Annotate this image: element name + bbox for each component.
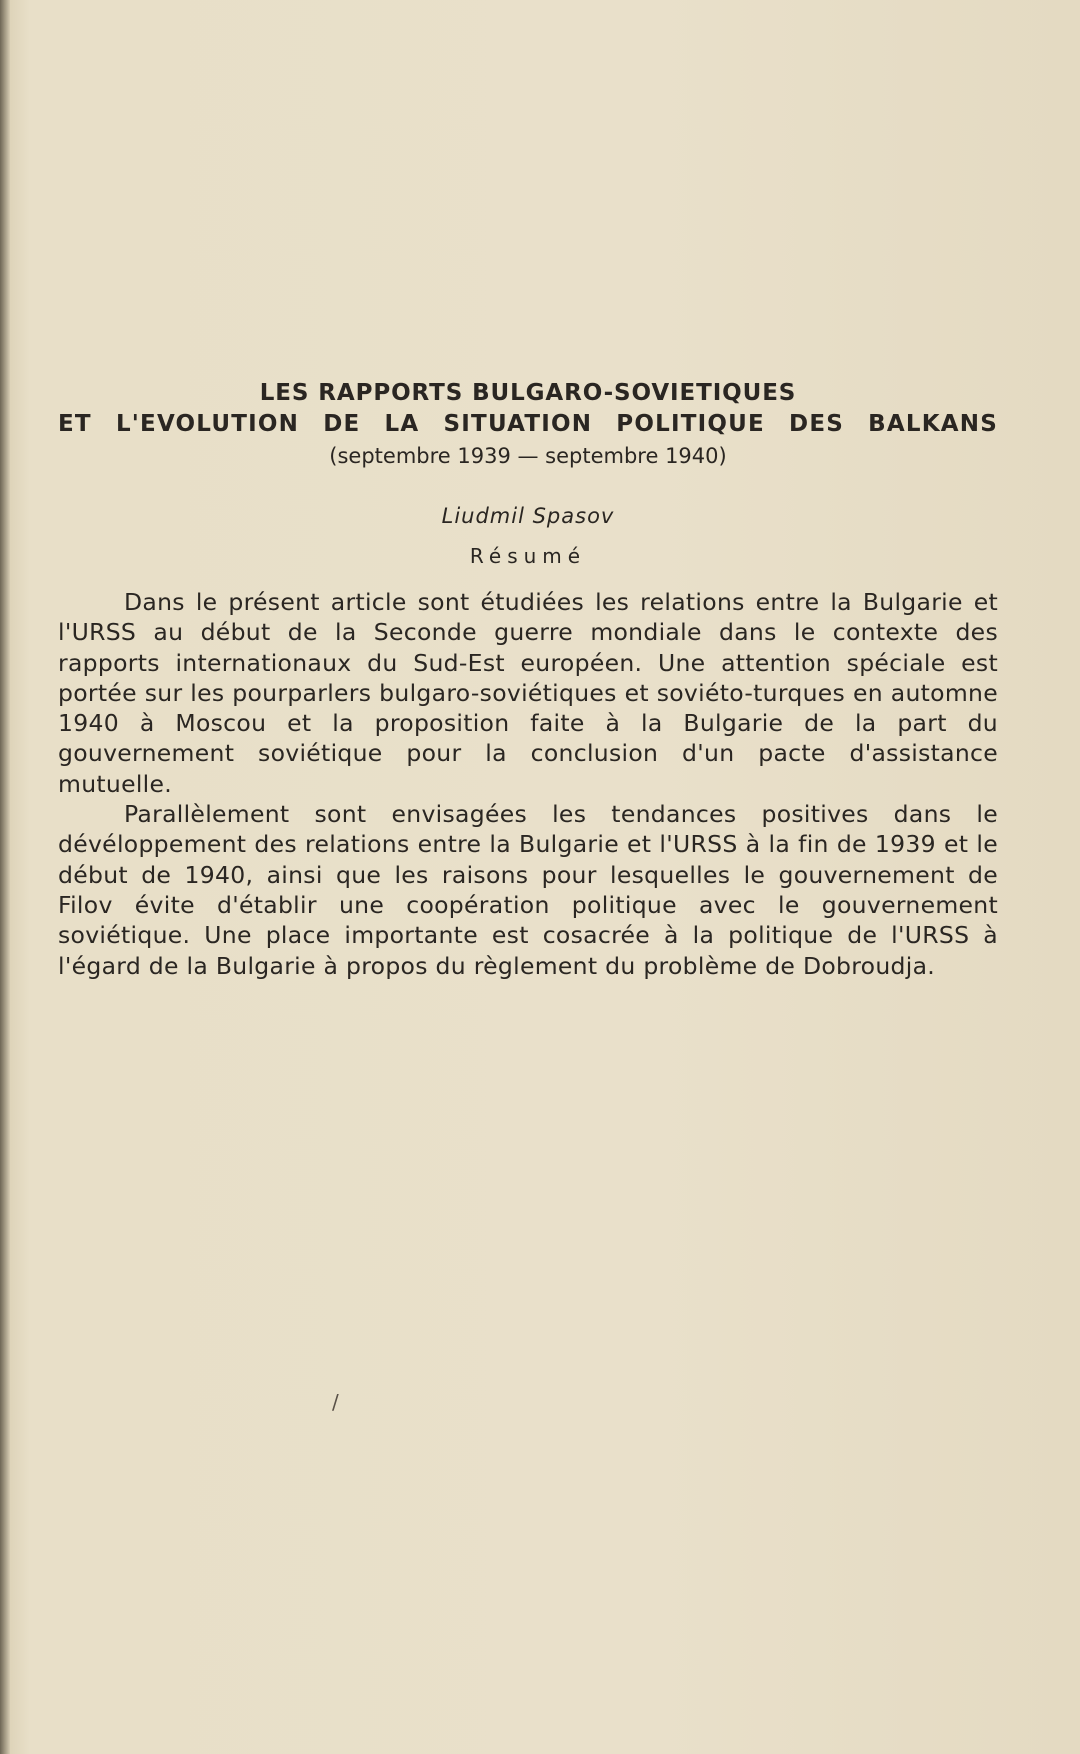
resume-body (58, 587, 998, 981)
article-title-line-2: ET L'EVOLUTION DE LA SITUATION POLITIQUE DES BALKANS (58, 411, 998, 437)
stray-pencil-mark: / (332, 1390, 339, 1414)
resume-paragraph-2: Parallèlement sont envisagées les tendances positives dans le dévéloppement des relations entre la Bulgarie et l'URSS à la fin de 1939 et le début de 1940, ainsi que les raisons pour lesquelles le gouvernement de Filov évite d'établir une coopération politique avec le gouvernement soviétique. Une place importante est cosacrée à la politique de l'URSS à l'égard de la Bulgarie à propos du règlement du problème de Dobroudja. (58, 800, 998, 980)
article-title-line-1: LES RAPPORTS BULGARO-SOVIETIQUES (259, 380, 797, 406)
resume-paragraph-1: Dans le présent article sont étudiées les relations entre la Bulgarie et l'URSS au début de la Seconde guerre mondiale dans le contexte des rapports internationaux du Sud-Est européen. Une attention spéciale est portée sur les pourparlers bulgaro-soviétiques et soviéto-turques en automne 1940 à Moscou et la proposition faite à la Bulgarie de la part du gouvernement soviétique pour la conclusion d'un pacte d'assistance mutuelle. (58, 588, 998, 798)
page-binding-edge (0, 0, 10, 1754)
resume-heading: Résumé (469, 544, 587, 568)
article-author: Liudmil Spasov (441, 504, 615, 528)
article-dates: (septembre 1939 — septembre 1940) (329, 444, 727, 468)
article-content (58, 378, 998, 981)
